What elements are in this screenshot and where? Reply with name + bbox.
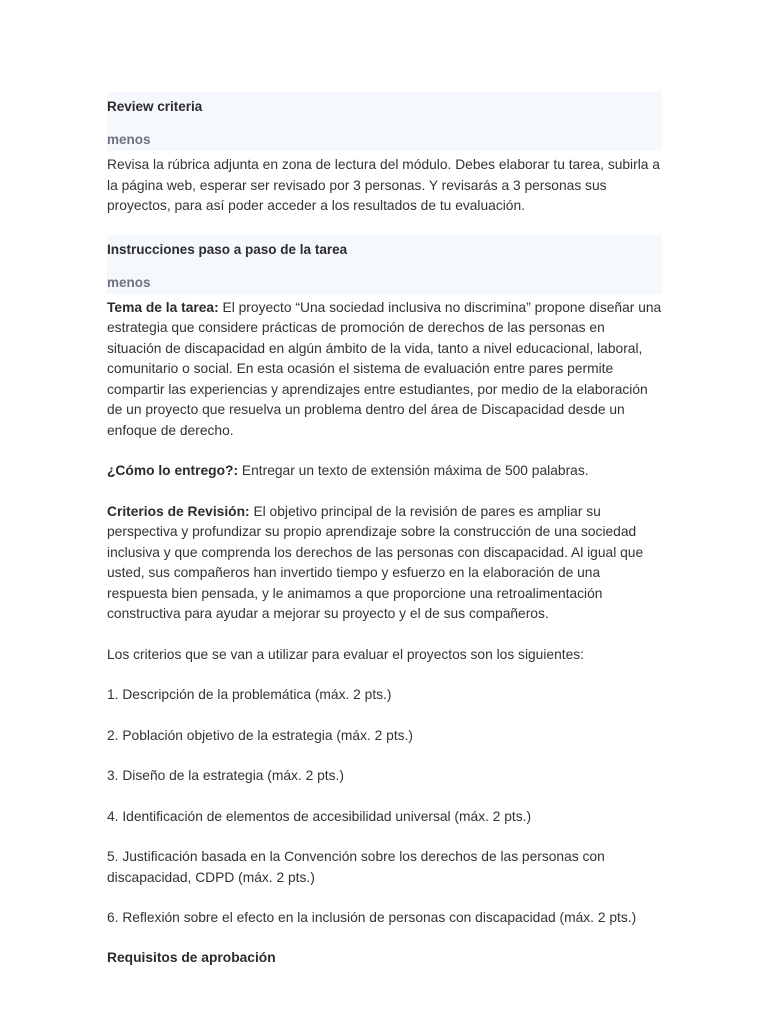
criteria-intro: Los criterios que se van a utilizar para evaluar el proyectos son los siguientes: [107, 646, 585, 662]
entrega-label: ¿Cómo lo entrego?: [107, 463, 239, 478]
requisitos-heading: Requisitos de aprobación [107, 949, 276, 965]
tema-paragraph [107, 298, 662, 442]
entrega-text: Entregar un texto de extensión máxima de 500 palabras. [238, 463, 589, 478]
instructions-header [107, 235, 662, 294]
criterios-paragraph [107, 502, 662, 625]
criteria-item-1: 1. Descripción de la problemática (máx. 2 pts.) [107, 687, 392, 702]
document-content [107, 92, 662, 968]
section-title-instructions: Instrucciones paso a paso de la tarea [107, 241, 348, 257]
criteria-item-2: 2. Población objetivo de la estrategia (máx. 2 pts.) [107, 727, 413, 743]
criteria-item-6: 6. Reflexión sobre el efecto en la inclusión de personas con discapacidad (máx. 2 pts.) [107, 910, 637, 925]
collapse-toggle-review-criteria[interactable]: menos [107, 132, 151, 147]
criteria-item-5: 5. Justificación basada en la Convención sobre los derechos de las personas con discapacidad, CDPD (máx. 2 pts.) [107, 849, 605, 885]
review-criteria-body: Revisa la rúbrica adjunta en zona de lectura del módulo. Debes elaborar tu tarea, subirla a la página web, esperar ser revisado por 3 personas. Y revisarás a 3 personas sus proyectos, para así poder acceder a los resultados de tu evaluación. [107, 157, 660, 213]
entrega-paragraph [107, 461, 662, 482]
criteria-item-4: 4. Identificación de elementos de accesibilidad universal (máx. 2 pts.) [107, 808, 532, 824]
tema-text: El proyecto “Una sociedad inclusiva no discrimina” propone diseñar una estrategia que considere prácticas de promoción de derechos de las personas en situación de discapacidad en algún ámbito de la vida, tanto a nivel educacional, laboral, comunitario o social. En esta ocasión el sistema de evaluación entre pares permite compartir las experiencias y aprendizajes entre estudiantes, por medio de la elaboración de un proyecto que resuelva un problema dentro del área de Discapacidad desde un enfoque de derecho. [107, 299, 662, 438]
tema-label: Tema de la tarea: [107, 299, 219, 315]
criterios-text: El objetivo principal de la revisión de pares es ampliar su perspectiva y profundizar su propio aprendizaje sobre la construcción de una sociedad inclusiva y que comprenda los derechos de las personas con discapacidad. Al igual que usted, sus compañeros han invertido tiempo y esfuerzo en la elaboración de una respuesta bien pensada, y le animamos a que proporcione una retroalimentación constructiva para ayudar a mejorar su proyecto y el de sus compañeros. [107, 503, 644, 621]
review-criteria-header [107, 92, 662, 151]
section-title-review-criteria: Review criteria [107, 99, 203, 114]
criteria-item-3: 3. Diseño de la estrategia (máx. 2 pts.) [107, 768, 344, 783]
criterios-label: Criterios de Revisión: [107, 503, 250, 519]
collapse-toggle-instructions[interactable]: menos [107, 274, 151, 290]
